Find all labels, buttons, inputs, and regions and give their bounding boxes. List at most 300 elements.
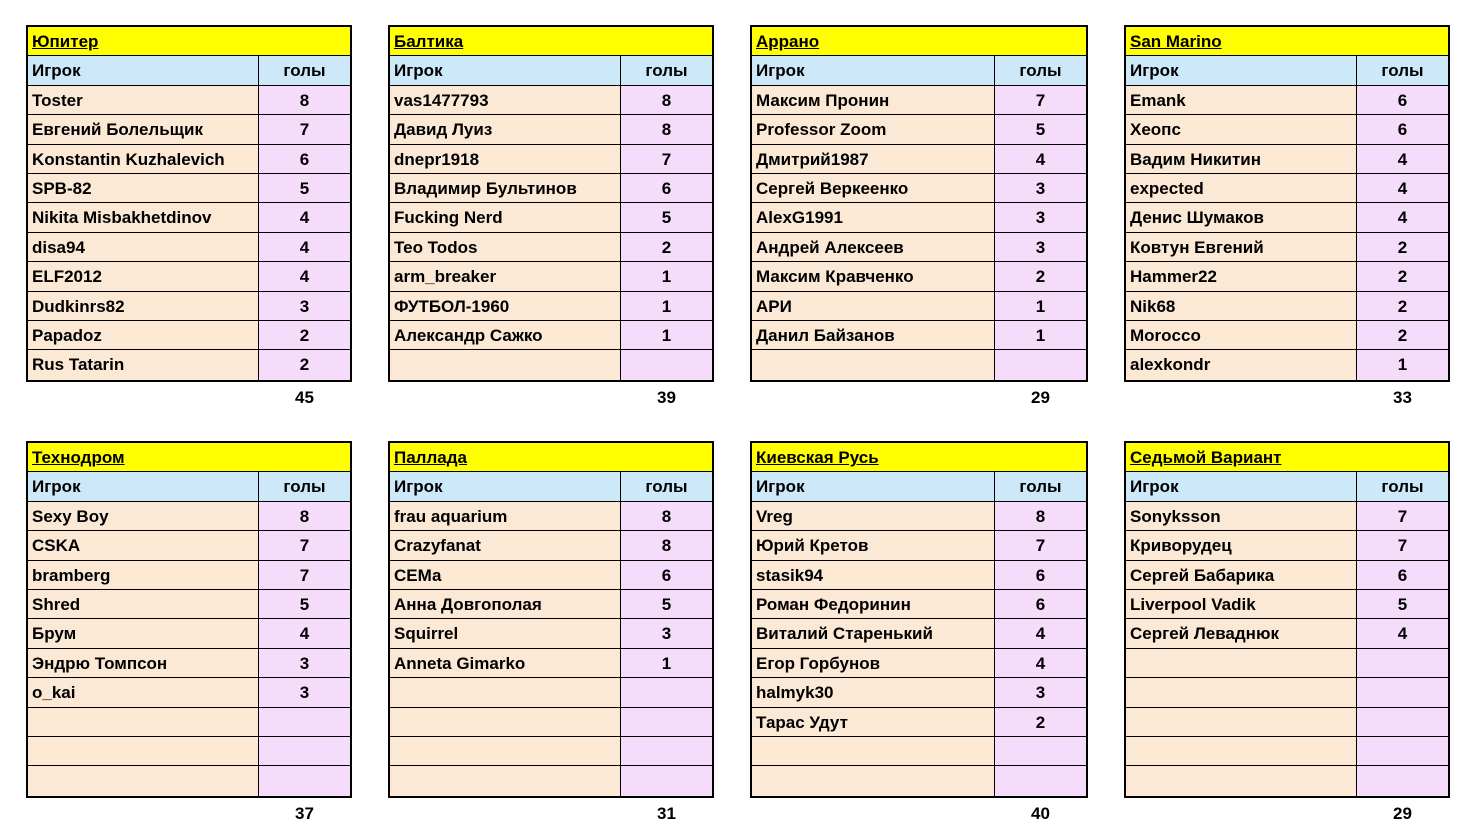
player-goals: 4 (995, 649, 1086, 677)
player-row (390, 145, 712, 174)
goals-column-header: голы (1357, 56, 1448, 84)
player-row (28, 203, 350, 232)
player-row (28, 766, 350, 795)
player-row (752, 145, 1086, 174)
player-row (28, 350, 350, 379)
player-row (752, 86, 1086, 115)
player-row (1126, 174, 1448, 203)
column-header-row (28, 56, 350, 85)
team-table (750, 441, 1088, 798)
player-row (1126, 292, 1448, 321)
player-goals: 6 (995, 561, 1086, 589)
player-row (28, 649, 350, 678)
team-title-row (390, 27, 712, 56)
goals-column-header: голы (259, 472, 350, 500)
player-goals: 1 (1357, 350, 1448, 379)
player-name: stasik94 (752, 561, 995, 589)
player-column-header: Игрок (390, 472, 621, 500)
player-column-header: Игрок (28, 56, 259, 84)
player-name: Виталий Старенький (752, 619, 995, 647)
player-name: dnepr1918 (390, 145, 621, 173)
player-goals (259, 737, 350, 765)
player-row (390, 233, 712, 262)
player-name: Роман Федоринин (752, 590, 995, 618)
player-goals: 3 (259, 649, 350, 677)
player-name (1126, 708, 1357, 736)
player-row (390, 561, 712, 590)
team-name: Паллада (394, 448, 467, 467)
player-goals: 2 (995, 708, 1086, 736)
player-goals (259, 766, 350, 795)
player-row (28, 145, 350, 174)
player-name: Владимир Бультинов (390, 174, 621, 202)
player-name: disa94 (28, 233, 259, 261)
player-goals: 1 (995, 321, 1086, 349)
player-row (28, 708, 350, 737)
player-name: AlexG1991 (752, 203, 995, 231)
player-row (28, 233, 350, 262)
player-goals: 7 (1357, 531, 1448, 559)
player-name (752, 350, 995, 379)
player-name: bramberg (28, 561, 259, 589)
player-name (28, 737, 259, 765)
player-goals: 4 (259, 619, 350, 647)
player-row (1126, 262, 1448, 291)
player-row (752, 561, 1086, 590)
player-goals: 8 (621, 531, 712, 559)
player-row (752, 502, 1086, 531)
player-name: Nikita Misbakhetdinov (28, 203, 259, 231)
player-row (28, 262, 350, 291)
column-header-row (752, 56, 1086, 85)
player-name: arm_breaker (390, 262, 621, 290)
table-grid (750, 25, 1088, 382)
column-header-row (390, 472, 712, 501)
player-row (752, 590, 1086, 619)
player-row (390, 86, 712, 115)
player-row (28, 321, 350, 350)
table-grid (1124, 25, 1450, 382)
player-name (1126, 678, 1357, 706)
team-table (26, 25, 352, 382)
player-name: Давид Луиз (390, 115, 621, 143)
player-goals: 6 (621, 561, 712, 589)
player-name: Евгений Болельщик (28, 115, 259, 143)
player-name: Morocco (1126, 321, 1357, 349)
player-name: o_kai (28, 678, 259, 706)
player-goals: 4 (259, 203, 350, 231)
player-row (390, 174, 712, 203)
team-title-row (390, 443, 712, 472)
goals-column-header: голы (259, 56, 350, 84)
player-name: CSKA (28, 531, 259, 559)
player-goals: 6 (1357, 561, 1448, 589)
player-row (752, 649, 1086, 678)
player-row (1126, 678, 1448, 707)
player-name: Дмитрий1987 (752, 145, 995, 173)
player-goals: 5 (259, 174, 350, 202)
player-row (1126, 561, 1448, 590)
player-name: Ковтун Евгений (1126, 233, 1357, 261)
player-row (390, 766, 712, 795)
player-row (390, 678, 712, 707)
player-row (390, 321, 712, 350)
player-row (390, 708, 712, 737)
player-name: vas1477793 (390, 86, 621, 114)
player-row (752, 737, 1086, 766)
player-goals: 8 (995, 502, 1086, 530)
team-goals-total: 31 (657, 804, 676, 823)
team-name: Технодром (32, 448, 125, 467)
table-grid (388, 441, 714, 798)
player-name (390, 766, 621, 795)
player-name: Konstantin Kuzhalevich (28, 145, 259, 173)
player-name: Сергей Веркеенко (752, 174, 995, 202)
player-name: Брум (28, 619, 259, 647)
player-goals: 5 (995, 115, 1086, 143)
player-goals: 4 (1357, 619, 1448, 647)
player-name: halmyk30 (752, 678, 995, 706)
player-row (1126, 590, 1448, 619)
player-name (390, 350, 621, 379)
team-goals-total: 40 (1031, 804, 1050, 823)
player-row (1126, 321, 1448, 350)
player-row (28, 86, 350, 115)
player-name: Вадим Никитин (1126, 145, 1357, 173)
player-goals: 7 (259, 115, 350, 143)
player-name: Liverpool Vadik (1126, 590, 1357, 618)
player-name: Papadoz (28, 321, 259, 349)
goals-column-header: голы (621, 56, 712, 84)
player-name (390, 708, 621, 736)
player-name: Vreg (752, 502, 995, 530)
player-name (1126, 737, 1357, 765)
player-goals: 6 (995, 590, 1086, 618)
player-goals (1357, 678, 1448, 706)
player-row (1126, 145, 1448, 174)
player-goals: 3 (995, 174, 1086, 202)
player-goals: 6 (621, 174, 712, 202)
player-row (390, 619, 712, 648)
player-goals (621, 708, 712, 736)
player-row (1126, 350, 1448, 379)
player-goals: 2 (259, 350, 350, 379)
player-goals: 7 (995, 86, 1086, 114)
player-goals: 5 (621, 203, 712, 231)
player-row (1126, 86, 1448, 115)
player-row (752, 531, 1086, 560)
player-name: Эндрю Томпсон (28, 649, 259, 677)
team-title-row (752, 27, 1086, 56)
player-row (28, 737, 350, 766)
player-goals: 8 (621, 502, 712, 530)
team-table (388, 25, 714, 382)
table-grid (26, 441, 352, 798)
player-row (1126, 502, 1448, 531)
team-table (26, 441, 352, 798)
player-row (390, 292, 712, 321)
player-row (28, 502, 350, 531)
player-row (28, 531, 350, 560)
player-column-header: Игрок (752, 472, 995, 500)
team-table (1124, 25, 1450, 382)
player-name: Егор Горбунов (752, 649, 995, 677)
team-name: Аррано (756, 32, 820, 51)
player-goals: 4 (259, 262, 350, 290)
goals-column-header: голы (995, 56, 1086, 84)
team-goals-total: 33 (1393, 388, 1412, 407)
table-grid (26, 25, 352, 382)
player-goals (1357, 737, 1448, 765)
player-name: Hammer22 (1126, 262, 1357, 290)
player-row (752, 233, 1086, 262)
team-title-row (28, 27, 350, 56)
goals-column-header: голы (1357, 472, 1448, 500)
player-name: ELF2012 (28, 262, 259, 290)
player-name: Crazyfanat (390, 531, 621, 559)
player-name: Dudkinrs82 (28, 292, 259, 320)
player-goals: 8 (621, 115, 712, 143)
player-name (752, 737, 995, 765)
player-row (390, 203, 712, 232)
player-goals: 7 (259, 531, 350, 559)
player-row (28, 561, 350, 590)
player-column-header: Игрок (752, 56, 995, 84)
player-goals: 4 (995, 619, 1086, 647)
column-header-row (28, 472, 350, 501)
player-row (1126, 737, 1448, 766)
player-row (752, 321, 1086, 350)
team-table (388, 441, 714, 798)
column-header-row (752, 472, 1086, 501)
player-name: Юрий Кретов (752, 531, 995, 559)
team-name: Киевская Русь (756, 448, 879, 467)
team-goals-total: 39 (657, 388, 676, 407)
player-name: Тарас Удут (752, 708, 995, 736)
player-goals (621, 737, 712, 765)
player-name: Teo Todos (390, 233, 621, 261)
team-title-row (28, 443, 350, 472)
player-row (752, 262, 1086, 291)
table-grid (1124, 441, 1450, 798)
player-name: Сергей Бабарика (1126, 561, 1357, 589)
player-column-header: Игрок (28, 472, 259, 500)
player-name (752, 766, 995, 795)
player-column-header: Игрок (1126, 56, 1357, 84)
player-row (390, 262, 712, 291)
player-row (390, 115, 712, 144)
player-column-header: Игрок (1126, 472, 1357, 500)
team-goals-total: 45 (295, 388, 314, 407)
player-goals: 5 (621, 590, 712, 618)
column-header-row (390, 56, 712, 85)
player-goals: 3 (995, 678, 1086, 706)
team-name: Балтика (394, 32, 464, 51)
team-table (1124, 441, 1450, 798)
player-goals: 7 (1357, 502, 1448, 530)
player-goals: 2 (1357, 233, 1448, 261)
team-goals-total: 29 (1393, 804, 1412, 823)
team-goals-total: 37 (295, 804, 314, 823)
player-row (390, 590, 712, 619)
player-name: Shred (28, 590, 259, 618)
player-goals: 2 (259, 321, 350, 349)
player-row (28, 115, 350, 144)
player-row (752, 766, 1086, 795)
player-name: Анна Довгополая (390, 590, 621, 618)
player-name: Anneta Gimarko (390, 649, 621, 677)
team-title-row (1126, 27, 1448, 56)
player-goals: 7 (995, 531, 1086, 559)
player-goals: 3 (259, 292, 350, 320)
player-goals: 6 (1357, 86, 1448, 114)
player-row (28, 678, 350, 707)
player-goals: 5 (259, 590, 350, 618)
player-row (28, 619, 350, 648)
player-name: frau aquarium (390, 502, 621, 530)
player-goals: 2 (1357, 292, 1448, 320)
player-name: Денис Шумаков (1126, 203, 1357, 231)
player-name: expected (1126, 174, 1357, 202)
player-name: Squirrel (390, 619, 621, 647)
player-goals: 4 (995, 145, 1086, 173)
player-goals: 6 (1357, 115, 1448, 143)
player-goals: 2 (1357, 262, 1448, 290)
column-header-row (1126, 56, 1448, 85)
player-row (1126, 203, 1448, 232)
player-name: Nik68 (1126, 292, 1357, 320)
player-row (752, 708, 1086, 737)
player-name (28, 766, 259, 795)
player-row (752, 174, 1086, 203)
player-name: Александр Сажко (390, 321, 621, 349)
player-goals: 3 (621, 619, 712, 647)
player-row (28, 292, 350, 321)
player-name (390, 678, 621, 706)
player-row (752, 619, 1086, 648)
team-name: Юпитер (32, 32, 99, 51)
player-goals (621, 678, 712, 706)
player-goals: 1 (621, 262, 712, 290)
player-row (752, 350, 1086, 379)
player-goals: 1 (621, 292, 712, 320)
player-name: Максим Пронин (752, 86, 995, 114)
team-title-row (1126, 443, 1448, 472)
player-row (752, 678, 1086, 707)
table-grid (388, 25, 714, 382)
player-goals: 1 (621, 321, 712, 349)
player-name: Sexy Boy (28, 502, 259, 530)
player-row (752, 203, 1086, 232)
player-goals (995, 350, 1086, 379)
player-goals: 2 (995, 262, 1086, 290)
player-goals (1357, 708, 1448, 736)
player-name: Sonyksson (1126, 502, 1357, 530)
player-goals: 7 (259, 561, 350, 589)
player-name (390, 737, 621, 765)
player-name: alexkondr (1126, 350, 1357, 379)
player-goals (995, 766, 1086, 795)
player-row (28, 590, 350, 619)
player-name: Сергей Леваднюк (1126, 619, 1357, 647)
player-row (752, 115, 1086, 144)
player-goals: 7 (621, 145, 712, 173)
team-title-row (752, 443, 1086, 472)
player-row (1126, 649, 1448, 678)
player-name: Хеопс (1126, 115, 1357, 143)
player-column-header: Игрок (390, 56, 621, 84)
player-row (390, 737, 712, 766)
player-row (390, 649, 712, 678)
player-row (1126, 115, 1448, 144)
player-goals: 6 (259, 145, 350, 173)
player-row (390, 502, 712, 531)
player-goals: 3 (259, 678, 350, 706)
player-goals: 5 (1357, 590, 1448, 618)
player-goals: 4 (1357, 145, 1448, 173)
player-row (752, 292, 1086, 321)
player-goals: 4 (259, 233, 350, 261)
player-goals: 4 (1357, 174, 1448, 202)
player-name: Андрей Алексеев (752, 233, 995, 261)
team-table (750, 25, 1088, 382)
player-row (28, 174, 350, 203)
player-name: СЕМа (390, 561, 621, 589)
team-goals-total: 29 (1031, 388, 1050, 407)
player-goals (1357, 649, 1448, 677)
player-name: Professor Zoom (752, 115, 995, 143)
player-row (390, 350, 712, 379)
player-goals (995, 737, 1086, 765)
player-name: ФУТБОЛ-1960 (390, 292, 621, 320)
player-goals (621, 766, 712, 795)
player-name (1126, 766, 1357, 795)
column-header-row (1126, 472, 1448, 501)
player-row (1126, 766, 1448, 795)
player-goals: 4 (1357, 203, 1448, 231)
player-name: АРИ (752, 292, 995, 320)
player-name: Rus Tatarin (28, 350, 259, 379)
player-name: SPB-82 (28, 174, 259, 202)
player-row (1126, 233, 1448, 262)
player-name: Fucking Nerd (390, 203, 621, 231)
goals-column-header: голы (995, 472, 1086, 500)
table-grid (750, 441, 1088, 798)
player-goals: 8 (621, 86, 712, 114)
player-goals: 1 (621, 649, 712, 677)
player-name: Toster (28, 86, 259, 114)
player-goals: 3 (995, 233, 1086, 261)
player-row (1126, 708, 1448, 737)
team-name: San Marino (1130, 32, 1222, 51)
player-goals (259, 708, 350, 736)
player-name: Криворудец (1126, 531, 1357, 559)
player-name: Данил Байзанов (752, 321, 995, 349)
player-goals: 8 (259, 86, 350, 114)
player-name: Максим Кравченко (752, 262, 995, 290)
player-goals: 3 (995, 203, 1086, 231)
player-row (1126, 619, 1448, 648)
player-name: Emank (1126, 86, 1357, 114)
player-row (390, 531, 712, 560)
player-goals: 2 (621, 233, 712, 261)
team-name: Седьмой Вариант (1130, 448, 1282, 467)
player-name (1126, 649, 1357, 677)
player-goals (621, 350, 712, 379)
player-row (1126, 531, 1448, 560)
player-goals (1357, 766, 1448, 795)
goals-column-header: голы (621, 472, 712, 500)
